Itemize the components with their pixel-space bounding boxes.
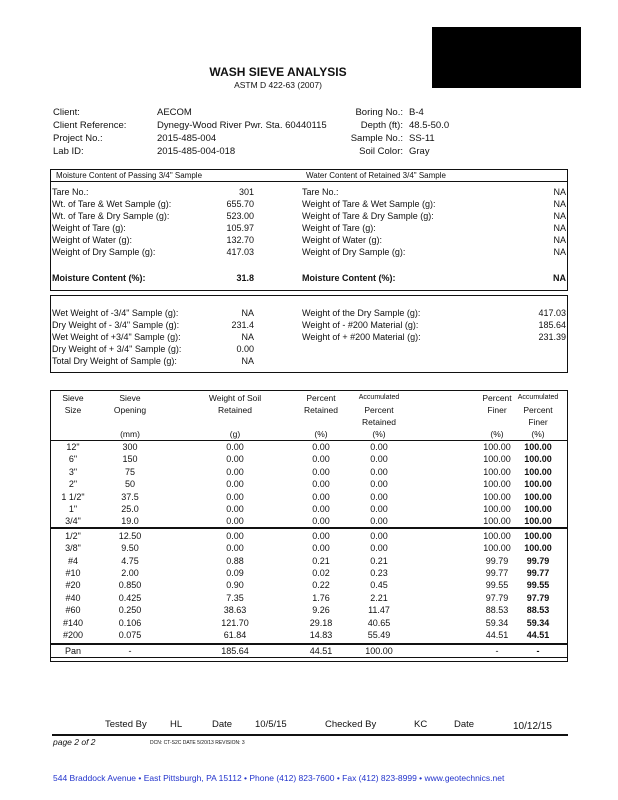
sieve-header: (%): [490, 429, 504, 439]
sieve-cell: 1.76: [312, 592, 330, 603]
divider: [51, 181, 567, 182]
moisture-row-value: NA: [553, 211, 566, 221]
moisture-row-label: Weight of Dry Sample (g):: [52, 247, 156, 257]
sieve-cell: 0.21: [370, 555, 388, 566]
sieve-cell: 0.075: [118, 630, 142, 640]
checked-by-label: Checked By: [325, 719, 377, 730]
info-item: 2015-485-004: [157, 133, 217, 144]
pan-cell: -: [536, 646, 540, 656]
sieve-cell: 0.00: [312, 543, 330, 554]
sieve-cell: 3/4": [65, 516, 81, 527]
sieve-cell: 0.00: [226, 466, 244, 477]
page-title: WASH SIEVE ANALYSIS: [209, 65, 347, 79]
sieve-cell: 0.00: [226, 454, 244, 465]
sieve-cell: #10: [65, 568, 81, 578]
sieve-cell: 0.88: [226, 555, 244, 566]
sieve-cell: #40: [65, 592, 81, 603]
sieve-cell: 2.00: [121, 568, 139, 578]
sieve-header: Sieve: [119, 393, 141, 403]
pan-cell: 185.64: [221, 646, 249, 656]
moisture-row-value: NA: [553, 247, 566, 257]
info-item: Boring No.:: [355, 107, 403, 118]
sieve-cell: 150: [122, 454, 138, 465]
tested-date: 10/5/15: [255, 719, 287, 730]
sieve-cell: 0.00: [370, 479, 388, 490]
sieve-cell: 99.55: [485, 580, 509, 591]
sieve-cell: 0.02: [312, 568, 330, 578]
sieve-header: Finer: [487, 405, 507, 415]
sieve-cell: 37.5: [121, 491, 139, 502]
pan-cell: 100.00: [365, 646, 393, 656]
moisture-row-label: Weight of Tare & Dry Sample (g):: [302, 211, 434, 221]
sieve-cell: #60: [65, 605, 81, 616]
sieve-header: Percent: [482, 393, 512, 403]
checked-by: KC: [414, 719, 428, 730]
sieve-cell: 19.0: [121, 516, 139, 527]
sieve-cell: 99.55: [526, 580, 550, 591]
sieve-cell: 0.00: [312, 442, 330, 452]
info-item: Dynegy-Wood River Pwr. Sta. 60440115: [157, 120, 327, 131]
moisture-left-value: 31.8: [236, 273, 254, 283]
sieve-cell: 88.53: [526, 605, 550, 616]
sieve-cell: 4.75: [121, 555, 139, 566]
sieve-cell: 100.00: [524, 504, 552, 514]
sieve-cell: 0.21: [312, 555, 330, 566]
sieve-header: Weight of Soil: [208, 393, 262, 403]
sieve-cell: 0.00: [312, 504, 330, 514]
sieve-cell: 99.79: [526, 555, 550, 566]
info-item: Client Reference:: [53, 120, 127, 131]
sieve-table: [50, 390, 568, 662]
info-item: B-4: [409, 107, 424, 118]
sieve-header: Size: [64, 405, 82, 415]
sieve-cell: 11.47: [368, 605, 390, 616]
moisture-row-value: NA: [553, 223, 566, 233]
moisture-row-label: Weight of Tare & Wet Sample (g):: [302, 199, 436, 209]
weight-row-value: 417.03: [538, 308, 566, 318]
sieve-cell: 0.00: [370, 466, 388, 477]
company-address: 544 Braddock Avenue • East Pittsburgh, PA 15112 • Phone (412) 823-7600 • Fax (412) 823-8999 • www.geotechnics.net: [53, 773, 505, 783]
sieve-header: (g): [229, 429, 241, 439]
sieve-cell: 9.26: [312, 605, 330, 616]
moisture-row-value: NA: [553, 187, 566, 197]
signoff-line: [52, 734, 568, 736]
weight-row-value: 231.39: [538, 332, 566, 342]
sieve-header: Finer: [528, 417, 548, 427]
info-item: SS-11: [409, 133, 435, 144]
sieve-header: Retained: [361, 417, 397, 427]
sieve-cell: 121.70: [221, 617, 249, 628]
sieve-cell: 100.00: [524, 479, 552, 490]
info-item: Depth (ft):: [360, 120, 403, 131]
sieve-cell: 0.00: [312, 516, 330, 527]
sieve-cell: 100.00: [483, 504, 511, 514]
sieve-cell: 300: [122, 442, 138, 452]
moisture-row-value: 105.97: [226, 223, 254, 233]
sieve-cell: 0.00: [370, 491, 388, 502]
weight-row-value: 0.00: [236, 344, 254, 354]
sieve-cell: 0.00: [312, 479, 330, 490]
sieve-cell: 61.84: [223, 630, 247, 640]
sieve-cell: 50: [124, 479, 135, 490]
weight-row-label: Weight of - #200 Material (g):: [302, 320, 419, 330]
sieve-cell: 0.00: [312, 466, 330, 477]
weights-box: [50, 295, 568, 373]
standard-subtitle: ASTM D 422-63 (2007): [234, 80, 322, 90]
info-right-values: [409, 106, 449, 158]
sieve-cell: 0.00: [370, 442, 388, 452]
weight-row-value: 231.4: [231, 320, 254, 330]
checked-date: 10/12/15: [513, 721, 552, 732]
sieve-cell: 100.00: [483, 466, 511, 477]
sieve-cell: 0.23: [370, 568, 388, 578]
sieve-cell: 100.00: [483, 442, 511, 452]
sieve-cell: 97.79: [485, 592, 509, 603]
sieve-cell: #4: [67, 555, 78, 566]
sieve-cell: 0.00: [370, 454, 388, 465]
weight-row-label: Weight of + #200 Material (g):: [302, 332, 421, 342]
sieve-cell: 9.50: [121, 543, 139, 554]
sieve-cell: #20: [65, 580, 81, 591]
sieve-cell: 0.00: [226, 442, 244, 452]
sieve-cell: 100.00: [524, 454, 552, 465]
moisture-left-header: Moisture Content of Passing 3/4" Sample: [56, 171, 203, 180]
moisture-right-label: Moisture Content (%):: [302, 273, 396, 283]
sieve-cell: 38.63: [223, 605, 247, 616]
pan-cell: -: [128, 646, 132, 656]
sieve-cell: 0.850: [118, 580, 142, 591]
info-item: Soil Color:: [359, 146, 403, 157]
sieve-cell: 59.34: [485, 617, 509, 628]
sieve-cell: 99.79: [485, 555, 509, 566]
sieve-cell: 0.00: [226, 479, 244, 490]
sieve-cell: 100.00: [483, 516, 511, 527]
sieve-cell: 0.00: [226, 491, 244, 502]
sieve-cell: 0.00: [226, 516, 244, 527]
sieve-header: Sieve: [62, 393, 84, 403]
info-item: Client:: [53, 107, 80, 118]
weight-row-label: Dry Weight of + 3/4" Sample (g):: [52, 344, 182, 354]
sieve-cell: 6": [68, 454, 78, 465]
sieve-cell: 0.00: [312, 454, 330, 465]
sieve-cell: 100.00: [524, 491, 552, 502]
sieve-cell: 100.00: [483, 454, 511, 465]
info-left-labels: [53, 106, 126, 158]
moisture-content-box: [50, 169, 568, 291]
moisture-row-value: 132.70: [226, 235, 254, 245]
sieve-cell: 44.51: [485, 630, 509, 640]
moisture-row-label: Tare No.:: [52, 187, 89, 197]
sieve-cell: 100.00: [483, 479, 511, 490]
sieve-cell: 0.22: [312, 580, 330, 591]
moisture-row-value: NA: [553, 199, 566, 209]
moisture-right-header: Water Content of Retained 3/4" Sample: [306, 171, 446, 180]
sieve-cell: 0.00: [226, 530, 244, 541]
weight-row-value: 185.64: [538, 320, 566, 330]
info-item: 48.5-50.0: [409, 120, 450, 131]
sieve-header: Accumulated: [517, 394, 559, 401]
weight-row-label: Weight of the Dry Sample (g):: [302, 308, 421, 318]
weight-row-label: Total Dry Weight of Sample (g):: [52, 356, 177, 366]
moisture-row-value: 523.00: [226, 211, 254, 221]
sieve-header: (%): [531, 429, 545, 439]
sieve-cell: 0.09: [226, 568, 244, 578]
info-right-labels: [300, 106, 403, 158]
sieve-cell: 0.425: [118, 592, 142, 603]
moisture-row-label: Weight of Dry Sample (g):: [302, 247, 406, 257]
info-item: Gray: [409, 146, 430, 157]
moisture-row-label: Wt. of Tare & Dry Sample (g):: [52, 211, 170, 221]
sieve-cell: 12": [66, 442, 80, 452]
sieve-cell: 0.250: [118, 605, 142, 616]
moisture-right-value: NA: [553, 273, 566, 283]
sieve-cell: 7.35: [226, 592, 244, 603]
sieve-cell: 100.00: [483, 530, 511, 541]
pan-cell: Pan: [64, 646, 81, 656]
sieve-cell: 100.00: [524, 442, 552, 452]
weight-row-label: Wet Weight of +3/4" Sample (g):: [52, 332, 181, 342]
date-label: Date: [212, 719, 233, 730]
sieve-cell: 0.00: [370, 543, 388, 554]
info-item: AECOM: [157, 107, 192, 118]
sieve-cell: 55.49: [367, 630, 391, 640]
sieve-cell: 100.00: [483, 491, 511, 502]
sieve-cell: 2.21: [370, 592, 388, 603]
sieve-cell: 2": [68, 479, 78, 490]
moisture-row-value: 417.03: [226, 247, 254, 257]
sieve-cell: 1 1/2": [61, 491, 85, 502]
weight-row-label: Wet Weight of -3/4" Sample (g):: [52, 308, 179, 318]
pan-cell: 44.51: [309, 646, 333, 656]
sieve-cell: 59.34: [526, 617, 550, 628]
pan-cell: -: [495, 646, 499, 656]
weight-row-value: NA: [241, 332, 254, 342]
moisture-row-label: Wt. of Tare & Wet Sample (g):: [52, 199, 172, 209]
moisture-row-value: NA: [553, 235, 566, 245]
sieve-cell: #140: [62, 617, 84, 628]
sieve-cell: 1/2": [65, 530, 81, 541]
sieve-cell: 3/8": [65, 543, 81, 554]
info-item: Sample No.:: [350, 133, 403, 144]
sieve-header: (%): [314, 429, 328, 439]
sieve-cell: 12.50: [118, 530, 142, 541]
weight-row-value: NA: [241, 356, 254, 366]
sieve-header: Retained: [303, 405, 339, 415]
moisture-row-label: Weight of Tare (g):: [302, 223, 376, 233]
moisture-row-value: 655.70: [226, 199, 254, 209]
sieve-cell: 0.106: [118, 617, 142, 628]
weight-row-value: NA: [241, 308, 254, 318]
divider: [51, 657, 567, 658]
page-number: page 2 of 2: [53, 737, 96, 747]
sieve-header: Percent: [306, 393, 336, 403]
sieve-cell: 25.0: [121, 504, 139, 514]
sieve-cell: 100.00: [524, 530, 552, 541]
sieve-cell: 100.00: [524, 516, 552, 527]
sieve-header: Accumulated: [358, 394, 400, 401]
sieve-cell: 99.77: [485, 568, 509, 578]
sieve-cell: 3": [68, 466, 78, 477]
sieve-cell: 29.18: [309, 617, 333, 628]
sieve-cell: 0.00: [370, 504, 388, 514]
date-label-2: Date: [454, 719, 475, 730]
sieve-cell: 100.00: [524, 543, 552, 554]
tested-by: HL: [170, 719, 183, 730]
moisture-row-value: 301: [238, 187, 254, 197]
sieve-header: Retained: [217, 405, 253, 415]
sieve-cell: 14.83: [309, 630, 333, 640]
info-item: Lab ID:: [53, 146, 84, 157]
info-item: 2015-485-004-018: [157, 146, 236, 157]
moisture-row-label: Weight of Water (g):: [302, 235, 383, 245]
sieve-cell: 40.65: [367, 617, 391, 628]
info-item: Project No.:: [53, 133, 103, 144]
moisture-row-label: Weight of Tare (g):: [52, 223, 126, 233]
sieve-cell: 99.77: [526, 568, 550, 578]
doc-control: DCN: CT-S2C DATE 5/20/13 REVISION: 3: [150, 740, 245, 746]
sieve-cell: 1": [68, 504, 78, 514]
sieve-cell: 0.00: [312, 530, 330, 541]
sieve-cell: 44.51: [526, 630, 550, 640]
sieve-cell: 0.00: [370, 516, 388, 527]
sieve-cell: 100.00: [483, 543, 511, 554]
moisture-row-label: Weight of Water (g):: [52, 235, 133, 245]
sieve-cell: 0.00: [370, 530, 388, 541]
moisture-row-label: Tare No.:: [302, 187, 339, 197]
sieve-cell: 0.00: [312, 491, 330, 502]
sieve-header: (%): [372, 429, 386, 439]
sieve-header: Percent: [523, 405, 553, 415]
sieve-header: (mm): [120, 429, 140, 439]
sieve-header: Opening: [113, 405, 147, 415]
sieve-header: Percent: [364, 405, 394, 415]
sieve-cell: 0.00: [226, 504, 244, 514]
weight-row-label: Dry Weight of - 3/4" Sample (g):: [52, 320, 180, 330]
sieve-cell: 97.79: [526, 592, 550, 603]
sieve-cell: 75: [124, 466, 135, 477]
tested-by-label: Tested By: [105, 719, 147, 730]
sieve-cell: 0.00: [226, 543, 244, 554]
sieve-cell: 100.00: [524, 466, 552, 477]
sieve-cell: 88.53: [485, 605, 509, 616]
sieve-cell: 0.45: [370, 580, 388, 591]
moisture-left-label: Moisture Content (%):: [52, 273, 146, 283]
sieve-cell: 0.90: [226, 580, 244, 591]
sieve-cell: #200: [62, 630, 84, 640]
